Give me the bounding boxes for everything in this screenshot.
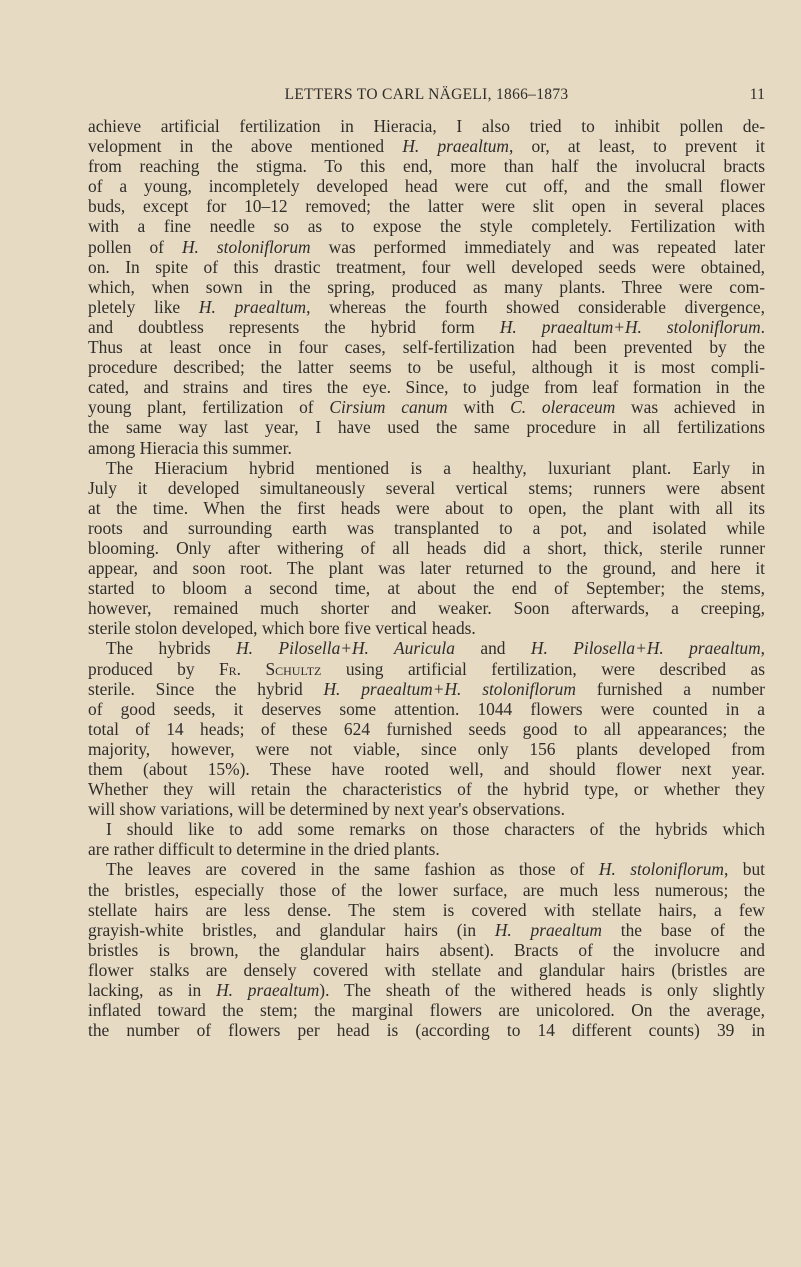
- text-segment: Thus at least once in four cases, self-fertilization had been prevented by the: [88, 337, 765, 358]
- text-line: [88, 920, 765, 940]
- text-line: [88, 277, 765, 297]
- text-segment: however, remained much shorter and weaker. Soon afterwards, a creeping,: [88, 598, 765, 619]
- text-segment: produced by: [88, 658, 219, 679]
- text-segment: bristles is brown, the glandular hairs absent). Bracts of the involucre and: [88, 939, 765, 960]
- italic-term: H. praealtum+H. stoloniflorum: [499, 316, 761, 337]
- text-line: [88, 679, 765, 699]
- text-line: [88, 900, 765, 920]
- text-segment: from reaching the stigma. To this end, more than half the involucral bracts: [88, 156, 765, 177]
- page-header: [88, 86, 765, 108]
- text-segment: sterile. Since the hybrid: [88, 678, 324, 699]
- text-line: [88, 498, 765, 518]
- text-segment: cated, and strains and tires the eye. Since, to judge from leaf formation in the: [88, 377, 765, 398]
- text-segment: was achieved in: [615, 397, 765, 418]
- text-segment: pletely like: [88, 296, 199, 317]
- text-segment: of a young, incompletely developed head were cut off, and the small flower: [88, 176, 765, 197]
- text-line: [88, 297, 765, 317]
- italic-term: H. Pilosella+H. Auricula: [236, 638, 455, 659]
- text-segment: them (about 15%). These have rooted well, and should flower next year.: [88, 759, 765, 779]
- text-line: [88, 618, 765, 638]
- text-segment: grayish-white bristles, and glandular hairs (in: [88, 919, 495, 940]
- text-segment: started to bloom a second time, at about the end of September; the stems,: [88, 578, 765, 599]
- text-line: [88, 578, 765, 598]
- text-segment: and: [454, 638, 531, 659]
- italic-term: C. oleraceum: [510, 397, 616, 418]
- text-line: [88, 1020, 765, 1040]
- text-line: [88, 940, 765, 960]
- text-segment: .: [760, 316, 765, 337]
- text-line: [88, 759, 765, 779]
- italic-term: H. praealtum: [216, 980, 320, 1001]
- text-line: [88, 699, 765, 719]
- text-segment: Whether they will retain the characteristics of the hybrid type, or whether they: [88, 779, 765, 800]
- text-line: [88, 980, 765, 1000]
- italic-term: H. stoloniflorum: [181, 236, 311, 257]
- text-segment: flower stalks are densely covered with stellate and glandular hairs (bristles are: [88, 959, 765, 980]
- text-segment: total of 14 heads; of these 624 furnished seeds good to all appearances; the: [88, 718, 765, 739]
- text-segment: procedure described; the latter seems to be useful, although it is most compli-: [88, 357, 765, 378]
- text-segment: sterile stolon developed, which bore five vertical heads.: [88, 618, 476, 639]
- text-line: [88, 438, 765, 458]
- italic-term: H. praealtum: [402, 136, 509, 157]
- text-line: [88, 518, 765, 538]
- text-line: [88, 638, 765, 658]
- text-line: [88, 558, 765, 578]
- text-line: [88, 216, 765, 236]
- text-line: [88, 538, 765, 558]
- text-line: [88, 859, 765, 879]
- italic-term: Cirsium canum: [329, 397, 448, 418]
- italic-term: H. praealtum: [198, 296, 307, 317]
- text-segment: and doubtless represents the hybrid form: [88, 316, 500, 337]
- text-line: [88, 357, 765, 377]
- text-segment: achieve artificial fertilization in Hieracia, I also tried to inhibit pollen de-: [88, 116, 765, 136]
- text-line: [88, 116, 765, 136]
- text-line: [88, 257, 765, 277]
- text-segment: furnished a number: [575, 678, 765, 699]
- text-segment: which, when sown in the spring, produced as many plants. Three were com-: [88, 276, 765, 297]
- text-segment: stellate hairs are less dense. The stem is covered with stellate hairs, a few: [88, 899, 765, 920]
- text-segment: July it developed simultaneously several vertical stems; runners were absent: [88, 477, 765, 498]
- text-line: [88, 799, 765, 819]
- text-line: [88, 458, 765, 478]
- text-segment: I should like to add some remarks on those characters of the hybrids which: [106, 819, 765, 840]
- text-line: [88, 739, 765, 759]
- text-line: [88, 719, 765, 739]
- text-segment: ). The sheath of the withered heads is only slightly: [319, 980, 765, 1001]
- text-segment: , but: [724, 859, 766, 880]
- text-segment: lacking, as in: [88, 980, 217, 1001]
- text-segment: The leaves are covered in the same fashion as those of: [106, 859, 599, 880]
- text-segment: will show variations, will be determined by next year's observations.: [88, 799, 565, 820]
- text-line: [88, 377, 765, 397]
- body-text: [88, 116, 765, 1040]
- text-segment: buds, except for 10–12 removed; the latter were slit open in several places: [88, 196, 765, 217]
- text-segment: The Hieracium hybrid mentioned is a healthy, luxuriant plant. Early in: [106, 457, 765, 478]
- text-line: [88, 317, 765, 337]
- text-line: [88, 397, 765, 417]
- text-segment: , or, at least, to prevent it: [508, 136, 765, 157]
- text-segment: at the time. When the first heads were about to open, the plant with all its: [88, 497, 765, 518]
- text-segment: , whereas the fourth showed considerable divergence,: [306, 296, 765, 317]
- text-line: [88, 1000, 765, 1020]
- text-segment: blooming. Only after withering of all heads did a short, thick, sterile runner: [88, 537, 765, 558]
- text-line: [88, 237, 765, 257]
- text-line: [88, 337, 765, 357]
- text-segment: among Hieracia this summer.: [88, 437, 292, 458]
- italic-term: H. praealtum+H. stoloniflorum: [323, 678, 576, 699]
- text-segment: velopment in the above mentioned: [88, 136, 403, 157]
- page-number: 11: [749, 86, 765, 103]
- italic-term: H. Pilosella+H. praealtum: [530, 638, 761, 659]
- text-segment: roots and surrounding earth was transplanted to a pot, and isolated while: [88, 517, 765, 538]
- italic-term: H. stoloniflorum: [598, 859, 724, 880]
- text-line: [88, 598, 765, 618]
- text-segment: young plant, fertilization of: [88, 397, 330, 418]
- text-segment: majority, however, were not viable, since only 156 plants developed from: [88, 738, 765, 759]
- italic-term: H. praealtum: [494, 919, 602, 940]
- text-line: [88, 839, 765, 859]
- text-line: [88, 819, 765, 839]
- text-segment: with a fine needle so as to expose the style completely. Fertilization with: [88, 216, 765, 237]
- text-segment: the same way last year, I have used the same procedure in all fertilizations: [88, 417, 765, 438]
- text-line: [88, 196, 765, 216]
- text-line: [88, 176, 765, 196]
- text-segment: the base of the: [602, 919, 766, 940]
- text-segment: appear, and soon root. The plant was later returned to the ground, and here it: [88, 558, 765, 579]
- text-line: [88, 659, 765, 679]
- text-segment: ,: [760, 638, 766, 659]
- text-line: [88, 478, 765, 498]
- text-segment: are rather difficult to determine in the dried plants.: [88, 839, 440, 860]
- text-segment: the number of flowers per head is (according to 14 different counts) 39 in: [88, 1020, 765, 1041]
- text-segment: inflated toward the stem; the marginal flowers are unicolored. On the average,: [88, 1000, 765, 1021]
- text-line: [88, 156, 765, 176]
- text-segment: using artificial fertilization, were described as: [321, 658, 766, 679]
- text-line: [88, 136, 765, 156]
- text-segment: on. In spite of this drastic treatment, four well developed seeds were obtained,: [88, 256, 765, 277]
- text-segment: of good seeds, it deserves some attention. 1044 flowers were counted in a: [88, 698, 765, 719]
- text-line: [88, 779, 765, 799]
- text-segment: The hybrids: [106, 638, 237, 659]
- text-segment: pollen of: [88, 236, 182, 257]
- text-segment: was performed immediately and was repeated later: [310, 236, 765, 257]
- text-line: [88, 880, 765, 900]
- text-segment: the bristles, especially those of the lower surface, are much less numerous; the: [88, 879, 765, 900]
- running-title: LETTERS TO CARL NÄGELI, 1866–1873: [284, 86, 569, 103]
- text-segment: with: [447, 397, 511, 418]
- author-name: Fr. Schultz: [219, 658, 322, 679]
- text-line: [88, 960, 765, 980]
- text-line: [88, 417, 765, 437]
